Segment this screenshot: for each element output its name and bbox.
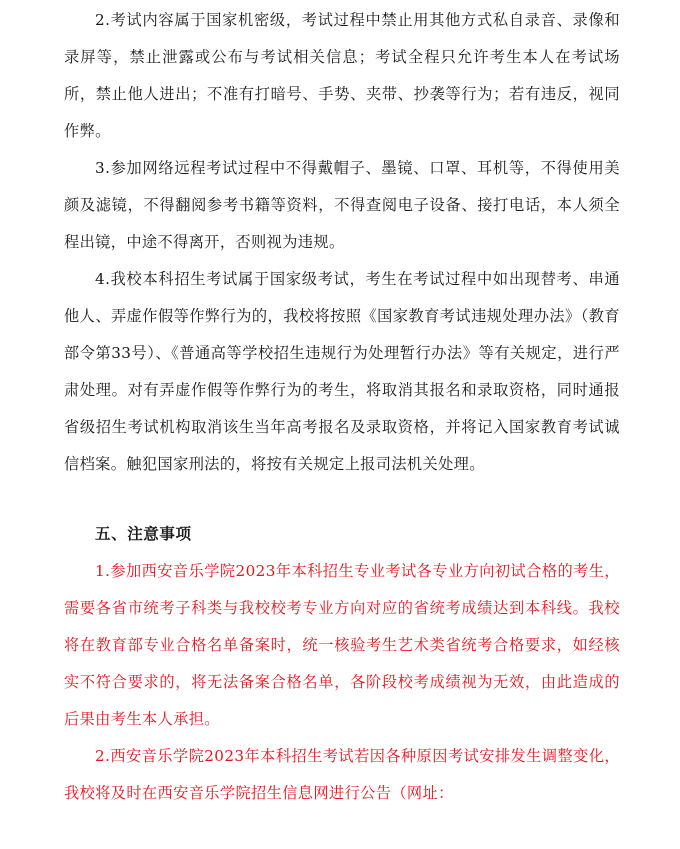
rule-paragraph-remote-exam: 3.参加网络远程考试过程中不得戴帽子、墨镜、口罩、耳机等，不得使用美颜及滤镜，不得翻阅参考书籍等资料，不得查阅电子设备、接打电话，本人须全程出镜，中途不得离开，否则视为违规。 [64,159,620,251]
notice-paragraph-provincial-score: 1.参加西安音乐学院2023年本科招生专业考试各专业方向初试合格的考生，需要各省市统考子科类与我校校考专业方向对应的省统考成绩达到本科线。我校将在教育部专业合格名单备案时，统一核验考生艺术类省统考合格要求，如经核实不符合要求的，将无法备案合格名单，各阶段校考成绩视为无效，由此造成的后果由考生本人承担。 [64,562,620,728]
notice-paragraph-schedule-change: 2.西安音乐学院2023年本科招生考试若因各种原因考试安排发生调整变化，我校将及时在西安音乐学院招生信息网进行公告（网址： [64,747,620,802]
rule-paragraph-confidentiality: 2.考试内容属于国家机密级，考试过程中禁止用其他方式私自录音、录像和录屏等，禁止泄露或公布与考试相关信息；考试全程只允许考生本人在考试场所，禁止他人进出；不准有打暗号、手势、夹带、抄袭等行为；若有违反，视同作弊。 [64,11,620,140]
rule-paragraph-cheating-penalty: 4.我校本科招生考试属于国家级考试，考生在考试过程中如出现替考、串通他人、弄虚作假等作弊行为的，我校将按照《国家教育考试违规处理办法》（教育部令第33号）、《普通高等学校招生违规行为处理暂行办法》等有关规定，进行严肃处理。对有弄虚作假等作弊行为的考生，将取消其报名和录取资格，同时通报省级招生考试机构取消该生当年高考报名及录取资格，并将记入国家教育考试诚信档案。触犯国家刑法的，将按有关规定上报司法机关处理。 [64,270,620,473]
section-heading-notes: 五、注意事项 [95,525,192,543]
